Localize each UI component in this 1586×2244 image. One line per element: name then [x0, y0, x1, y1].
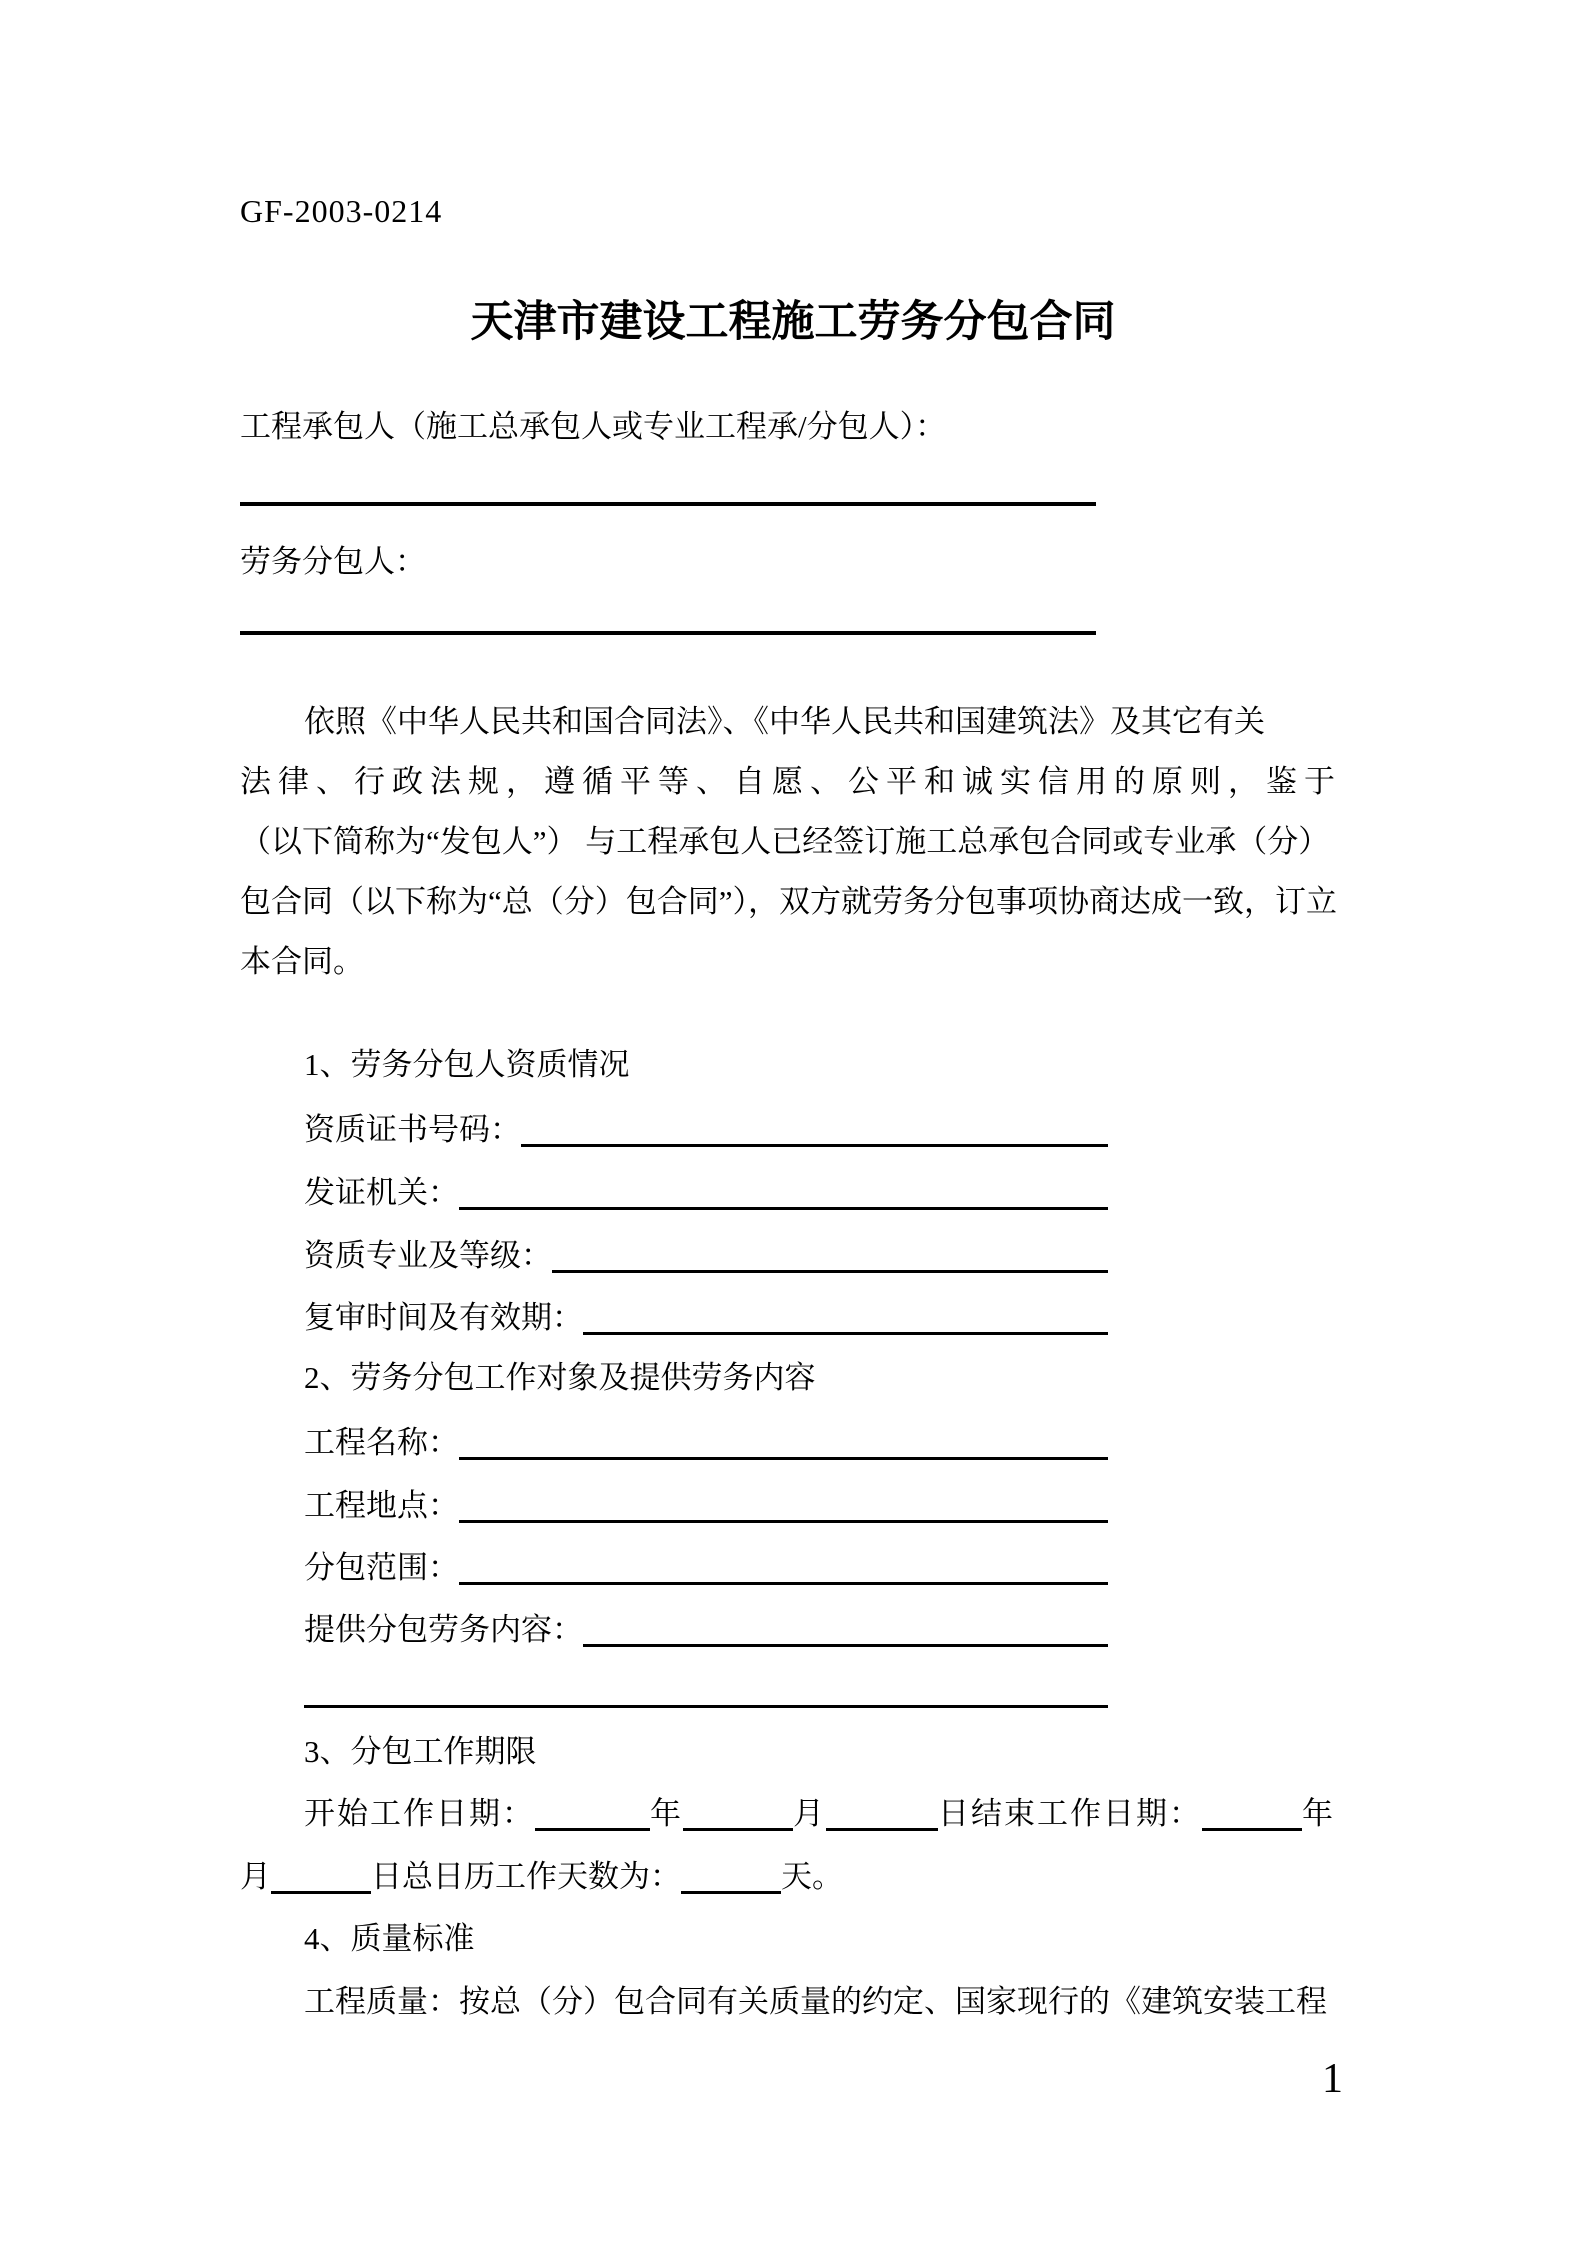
- start-date-label: 开始工作日期：: [304, 1796, 535, 1831]
- field-project-location-blank: [459, 1486, 1108, 1523]
- preamble-line-2: 法律、行政法规，遵循平等、自愿、公平和诚实信用的原则，鉴于: [240, 764, 1342, 799]
- page-number: 1: [1322, 2056, 1343, 2102]
- field-issuing-authority-label: 发证机关：: [304, 1175, 459, 1210]
- field-subcontract-scope-blank: [459, 1548, 1108, 1585]
- preamble-line-3: （以下简称为“发包人”） 与工程承包人已经签订施工总承包合同或专业承（分）: [240, 824, 1330, 859]
- field-project-name-label: 工程名称：: [304, 1425, 459, 1460]
- field-labor-content: [304, 1610, 1108, 1647]
- total-days-label: 日总日历工作天数为：: [371, 1859, 681, 1894]
- start-month-suffix: 月: [793, 1796, 826, 1831]
- end-year-suffix: 年: [1302, 1796, 1335, 1831]
- field-qualification-grade-blank: [552, 1236, 1108, 1273]
- field-qualification-grade: [304, 1236, 1108, 1273]
- document-code: GF-2003-0214: [240, 193, 443, 229]
- work-period-line-2: [240, 1860, 843, 1894]
- end-year-blank: [1202, 1798, 1302, 1831]
- preamble-line-4: 包合同（以下称为“总（分）包合同”），双方就劳务分包事项协商达成一致，订立: [240, 884, 1338, 919]
- field-certificate-number: [304, 1110, 1108, 1147]
- start-year-suffix: 年: [650, 1796, 683, 1831]
- field-project-name-blank: [459, 1423, 1108, 1460]
- field-review-validity-label: 复审时间及有效期：: [304, 1300, 583, 1335]
- section3-heading: 3、分包工作期限: [304, 1734, 537, 1769]
- field-project-name: [304, 1423, 1108, 1460]
- field-review-validity: [304, 1298, 1108, 1335]
- field-subcontract-scope: [304, 1548, 1108, 1585]
- work-period-line-1: [304, 1797, 1335, 1831]
- document-title: 天津市建设工程施工劳务分包合同: [470, 299, 1116, 346]
- subcontractor-fill-line: [240, 631, 1096, 635]
- preamble-line-1: 依照《中华人民共和国合同法》、《中华人民共和国建筑法》及其它有关: [304, 704, 1265, 739]
- end-date-label: 日结束工作日期：: [938, 1796, 1202, 1831]
- field-labor-content-label: 提供分包劳务内容：: [304, 1612, 583, 1647]
- field-project-location: [304, 1486, 1108, 1523]
- field-labor-content-blank: [583, 1610, 1108, 1647]
- field-review-validity-blank: [583, 1298, 1108, 1335]
- quality-standard-line: 工程质量：按总（分）包合同有关质量的约定、国家现行的《建筑安装工程: [304, 1984, 1327, 2019]
- start-day-blank: [826, 1798, 938, 1831]
- labor-content-continuation-line: [304, 1705, 1108, 1708]
- end-month-blank: [271, 1861, 371, 1894]
- field-certificate-number-label: 资质证书号码：: [304, 1112, 521, 1147]
- field-issuing-authority: [304, 1173, 1108, 1210]
- section2-heading: 2、劳务分包工作对象及提供劳务内容: [304, 1360, 816, 1395]
- field-issuing-authority-blank: [459, 1173, 1108, 1210]
- end-month-prefix: 月: [240, 1859, 271, 1894]
- total-days-suffix: 天。: [781, 1859, 843, 1894]
- field-subcontract-scope-label: 分包范围：: [304, 1550, 459, 1585]
- field-project-location-label: 工程地点：: [304, 1488, 459, 1523]
- start-month-blank: [683, 1798, 793, 1831]
- contractor-label: 工程承包人（施工总承包人或专业工程承/分包人）：: [240, 409, 947, 444]
- section4-heading: 4、质量标准: [304, 1921, 475, 1956]
- field-certificate-number-blank: [521, 1110, 1108, 1147]
- contractor-fill-line: [240, 502, 1096, 506]
- section1-heading: 1、劳务分包人资质情况: [304, 1047, 630, 1082]
- total-days-blank: [681, 1861, 781, 1894]
- start-year-blank: [535, 1798, 650, 1831]
- preamble-line-5: 本合同。: [240, 944, 364, 979]
- field-qualification-grade-label: 资质专业及等级：: [304, 1238, 552, 1273]
- subcontractor-label: 劳务分包人：: [240, 544, 426, 579]
